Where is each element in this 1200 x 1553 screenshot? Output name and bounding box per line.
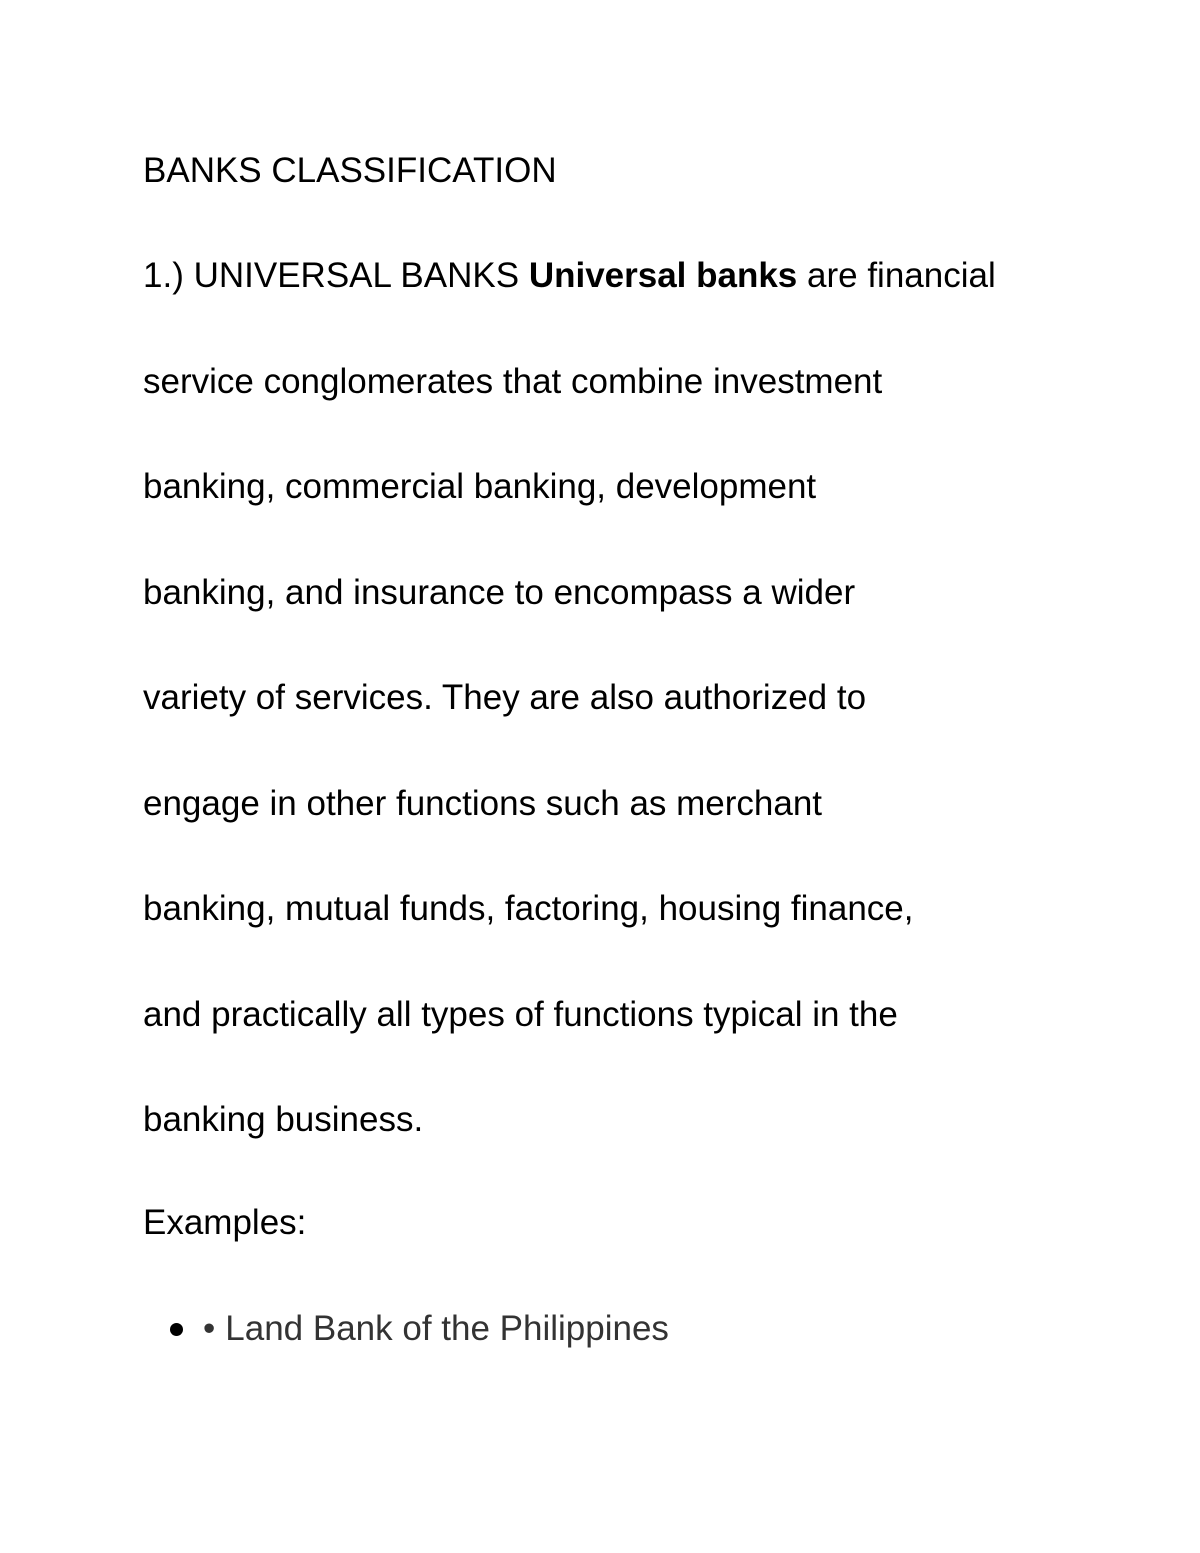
- inline-bullet-marker: •: [203, 1309, 216, 1348]
- paragraph-line: variety of services. They are also authorized to: [143, 678, 867, 717]
- universal-banks-paragraph: [143, 253, 1063, 1203]
- examples-list: [170, 1306, 669, 1352]
- list-item: [170, 1306, 669, 1352]
- paragraph-line: banking, commercial banking, development: [143, 467, 817, 506]
- paragraph-text: are financial: [807, 256, 996, 295]
- paragraph-line: engage in other functions such as merchant: [143, 783, 823, 823]
- bullet-icon: [170, 1323, 183, 1336]
- paragraph-line: [143, 253, 1063, 359]
- example-text: Land Bank of the Philippines: [225, 1309, 669, 1348]
- section-heading: UNIVERSAL BANKS: [193, 256, 520, 295]
- paragraph-line: banking, and insurance to encompass a wider: [143, 572, 856, 612]
- paragraph-line: banking business.: [143, 1100, 424, 1139]
- examples-label: Examples:: [143, 1203, 307, 1242]
- document-title: BANKS CLASSIFICATION: [143, 151, 557, 190]
- section-number: 1.): [143, 256, 184, 295]
- paragraph-line: and practically all types of functions typical in the: [143, 994, 898, 1034]
- paragraph-line: banking, mutual funds, factoring, housing finance,: [143, 889, 914, 928]
- bold-term: Universal banks: [528, 256, 798, 295]
- paragraph-line: service conglomerates that combine investment: [143, 361, 883, 401]
